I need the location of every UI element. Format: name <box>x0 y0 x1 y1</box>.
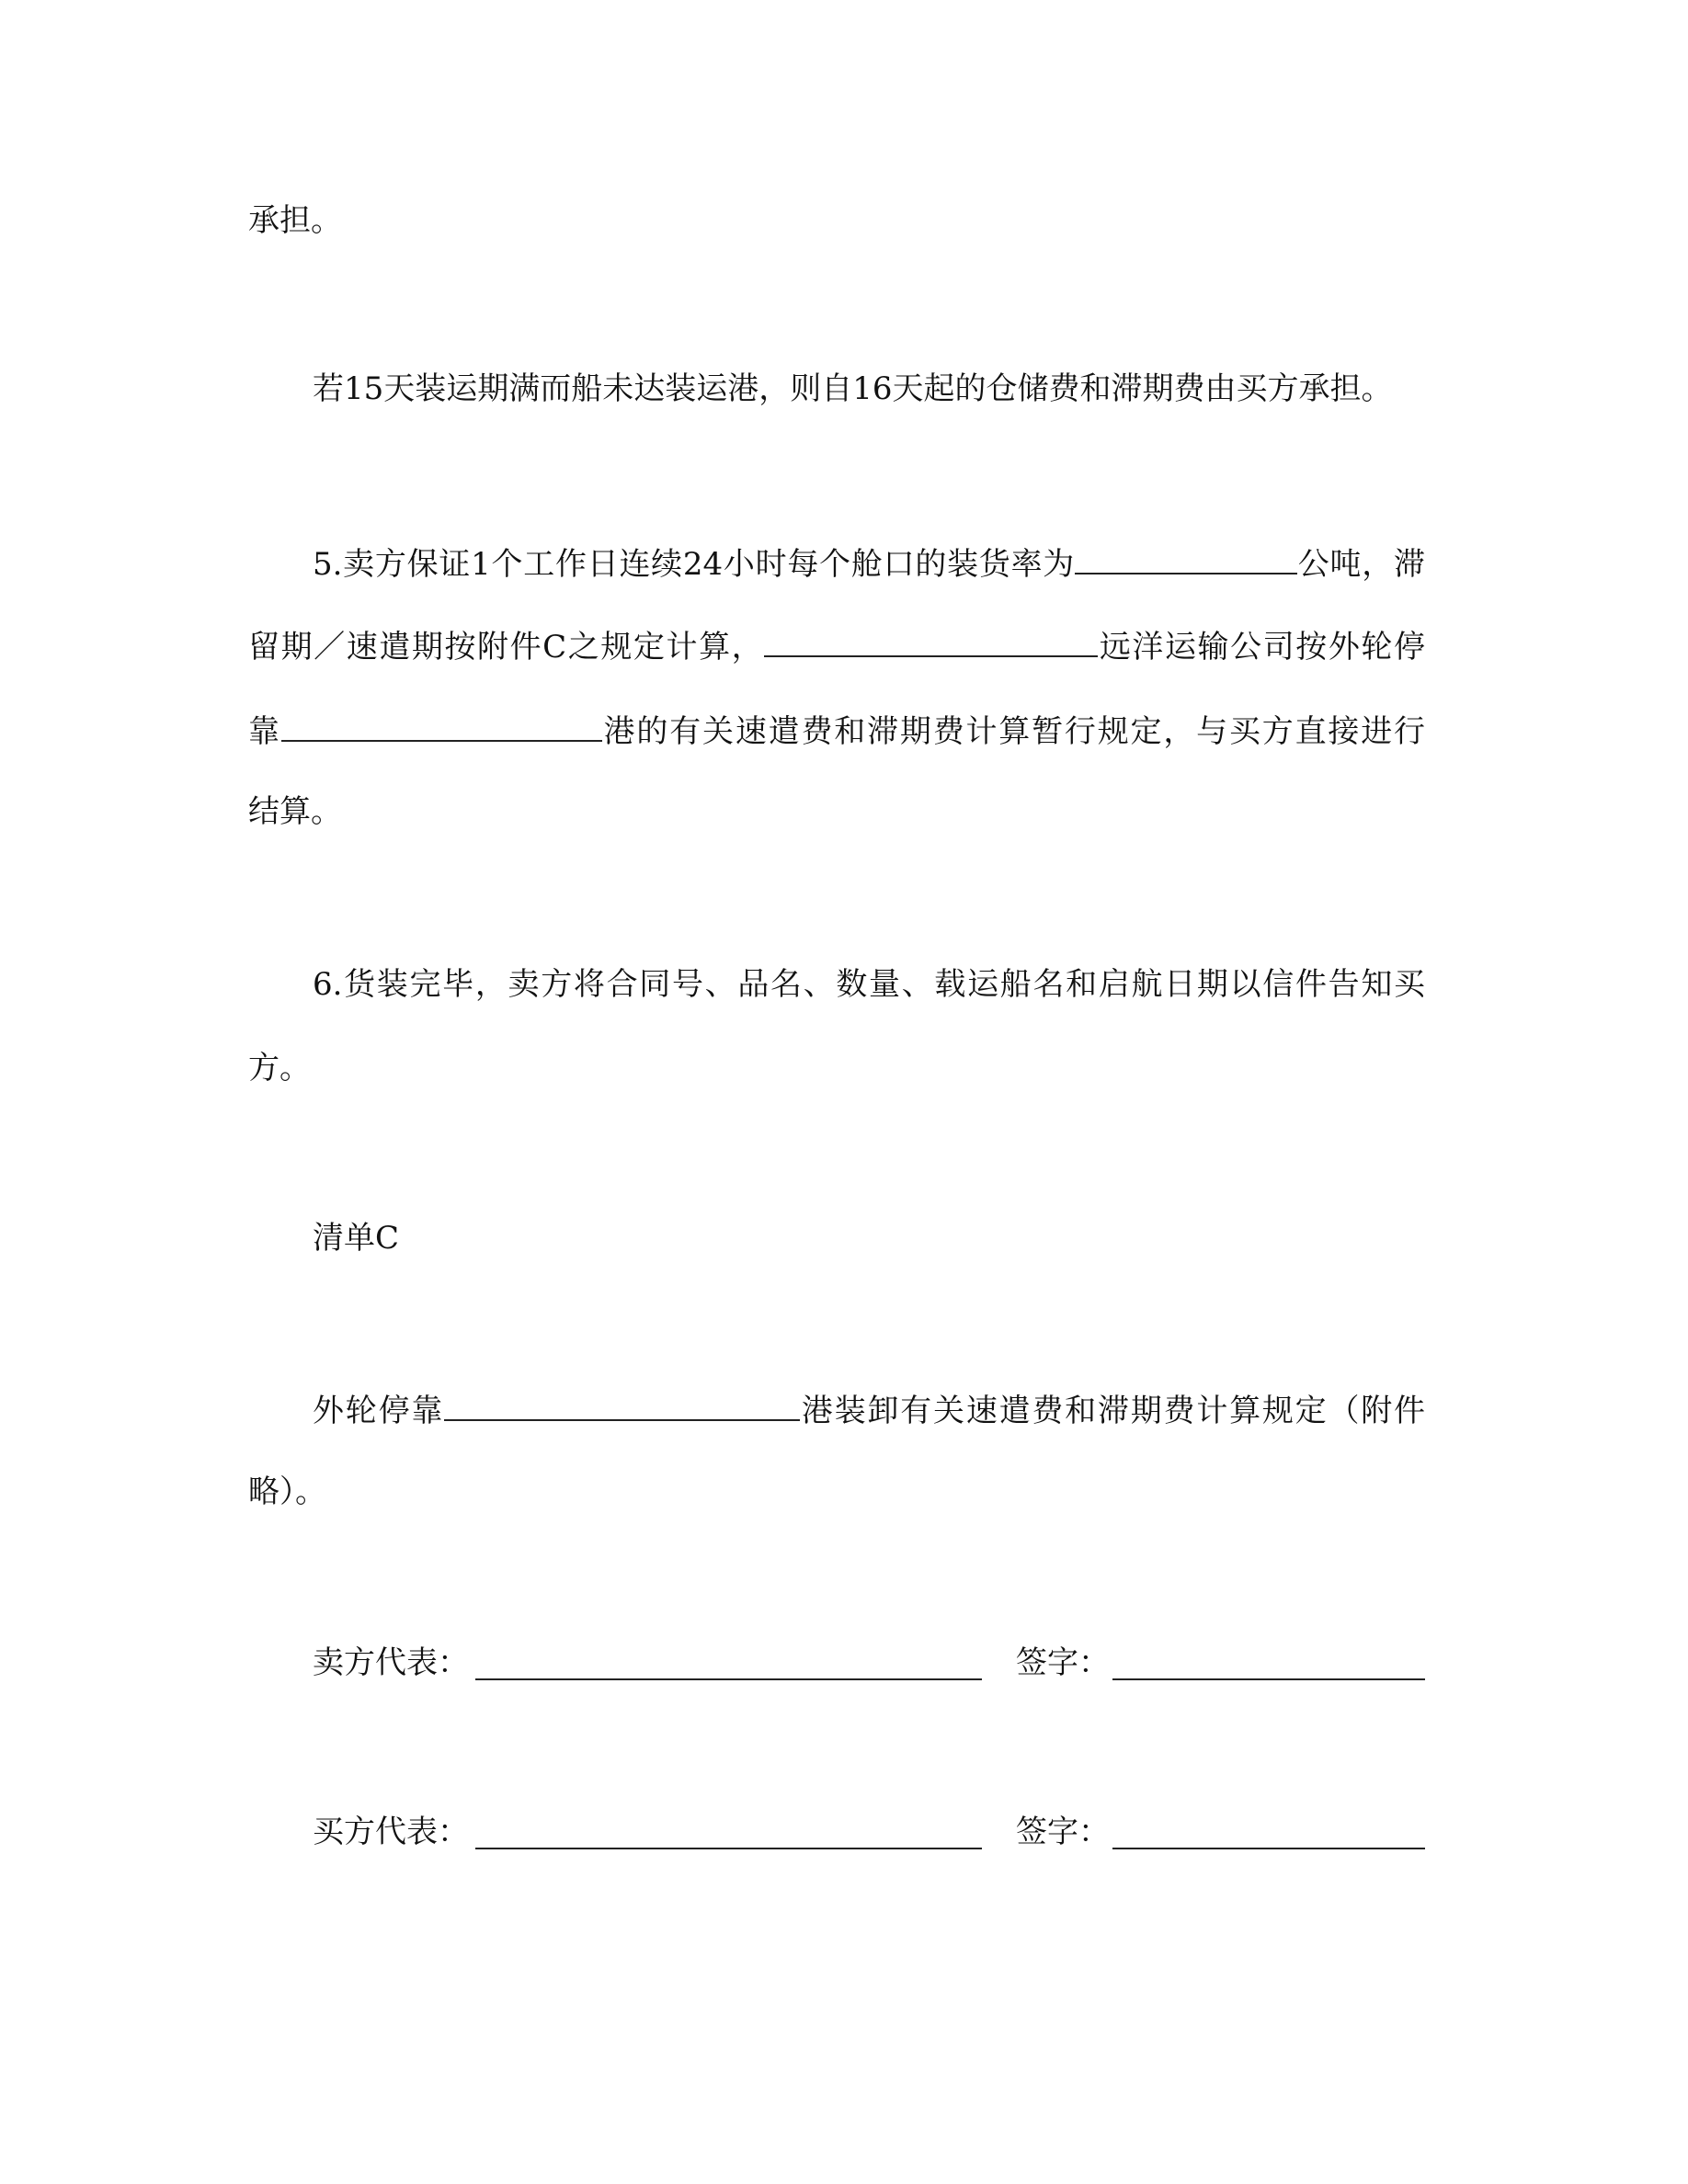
buyer-signature-field[interactable] <box>1112 1811 1425 1849</box>
text-line: 承担。 <box>248 202 342 239</box>
fill-blank-port[interactable] <box>281 707 602 742</box>
fill-blank-port[interactable] <box>444 1386 800 1421</box>
buyer-representative-label: 买方代表： <box>313 1814 469 1850</box>
clause-5-line-2 <box>248 622 1425 665</box>
text: 港的有关速遣费和滞期费计算暂行规定，与买方直接进行 <box>601 713 1426 750</box>
text: 港装卸有关速遣费和滞期费计算规定（附件 <box>800 1393 1426 1429</box>
seller-signature-field[interactable] <box>1112 1642 1425 1680</box>
list-c-line-1 <box>313 1386 1425 1428</box>
buyer-signature-label: 签字： <box>1016 1814 1110 1850</box>
seller-signature-label: 签字： <box>1016 1644 1110 1681</box>
text-line: 结算。 <box>248 793 342 830</box>
clause-6-line-1: 6.货装完毕，卖方将合同号、品名、数量、载运船名和启航日期以信件告知买 <box>313 966 1425 1003</box>
text: 外轮停靠 <box>313 1393 445 1429</box>
fill-blank-loading-rate[interactable] <box>1075 540 1297 574</box>
fill-blank-shipping-company[interactable] <box>764 622 1098 657</box>
clause-5-line-3 <box>248 707 1425 749</box>
seller-representative-label: 卖方代表： <box>313 1644 469 1681</box>
buyer-representative-field[interactable] <box>475 1811 982 1849</box>
text: 公吨，滞 <box>1297 546 1425 583</box>
text: 留期／速遣期按附件C之规定计算， <box>248 629 765 665</box>
text-line: 若15天装运期满而船未达装运港，则自16天起的仓储费和滞期费由买方承担。 <box>313 370 1393 407</box>
text: 5.卖方保证1个工作日连续24小时每个舱口的装货率为 <box>313 546 1076 583</box>
seller-representative-field[interactable] <box>475 1642 982 1680</box>
clause-5-line-1 <box>313 540 1425 582</box>
text: 远洋运输公司按外轮停 <box>1098 629 1426 665</box>
list-title: 清单C <box>313 1220 400 1257</box>
text-line: 方。 <box>248 1050 311 1086</box>
text-line: 略）。 <box>248 1473 326 1510</box>
text: 靠 <box>248 713 281 750</box>
